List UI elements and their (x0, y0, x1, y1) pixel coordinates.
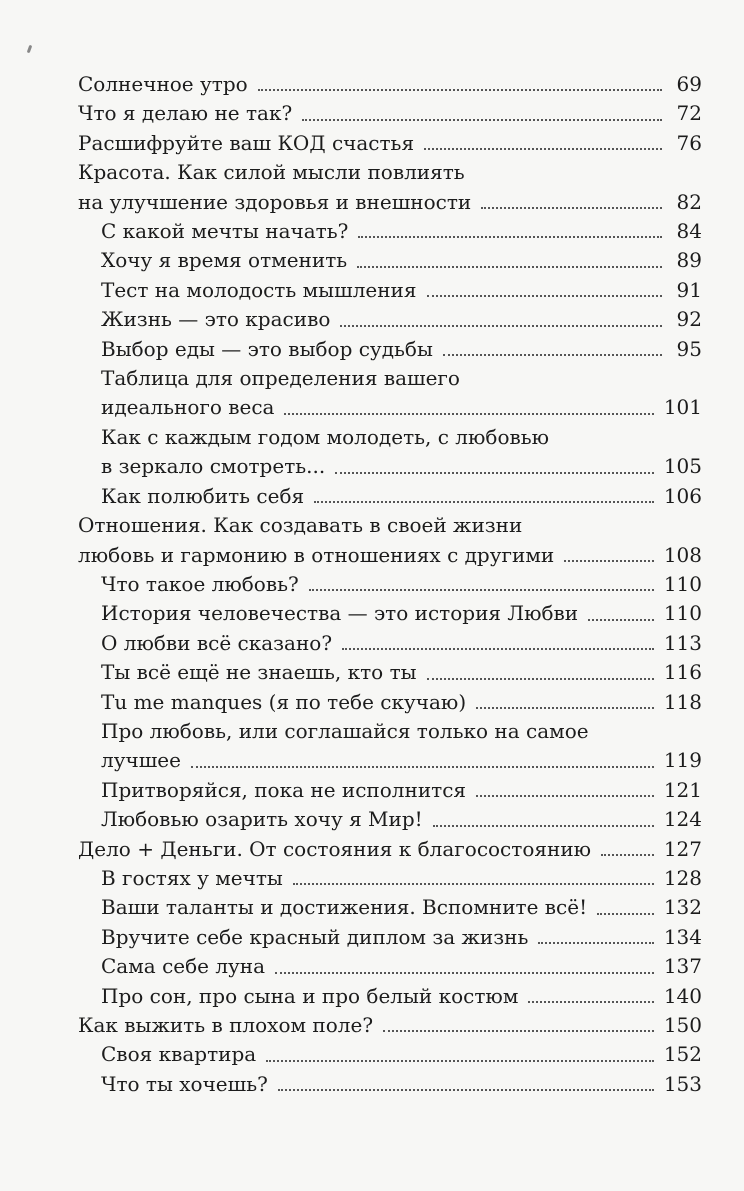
leader-dots (443, 354, 662, 356)
toc-title-line: Про сон, про сына и про белый костюм (101, 983, 519, 1008)
toc-section[interactable] (78, 982, 702, 1011)
toc-chapter[interactable] (78, 835, 702, 864)
toc-section[interactable] (78, 629, 702, 658)
ink-mark (27, 45, 33, 54)
toc-section[interactable] (78, 335, 702, 364)
toc-title-line: Что ты хочешь? (101, 1071, 268, 1096)
leader-dots (335, 472, 654, 474)
toc-title-line: Жизнь — это красиво (101, 307, 331, 332)
toc-title-line: Солнечное утро (78, 72, 248, 96)
toc-title-line: Что такое любовь? (101, 571, 299, 596)
leader-dots (601, 854, 654, 856)
leader-dots (538, 942, 653, 944)
toc-title-line: Ты всё ещё не знаешь, кто ты (101, 660, 417, 685)
page-number: 69 (676, 72, 702, 96)
toc-title-line: Сама себе луна (101, 954, 266, 979)
page-number: 105 (663, 454, 702, 479)
table-of-contents (78, 70, 702, 1099)
leader-dots (266, 1060, 654, 1062)
page-number: 132 (663, 895, 702, 920)
leader-dots (358, 236, 662, 238)
leader-dots (564, 560, 654, 562)
toc-title-line: Красота. Как силой мысли повлиять (78, 160, 465, 185)
page-number: 118 (663, 689, 702, 714)
leader-dots (314, 501, 654, 503)
toc-title-line: Таблица для определения вашего (101, 366, 460, 391)
toc-chapter[interactable] (78, 99, 702, 128)
toc-title-line: Своя квартира (101, 1042, 257, 1067)
leader-dots (191, 766, 654, 768)
toc-title-line: Ваши таланты и достижения. Вспомните всё! (101, 895, 588, 920)
toc-section[interactable] (78, 423, 702, 482)
toc-chapter[interactable] (78, 158, 702, 217)
toc-title-line: О любви всё сказано? (101, 630, 333, 655)
toc-section[interactable] (78, 246, 702, 275)
toc-title-line: в зеркало смотреть... (101, 454, 326, 479)
toc-chapter[interactable] (78, 1011, 702, 1040)
leader-dots (275, 972, 654, 974)
page-number: 91 (676, 277, 702, 302)
page-number: 76 (676, 130, 702, 155)
toc-section[interactable] (78, 1040, 702, 1069)
page-number: 127 (663, 836, 702, 861)
leader-dots (427, 678, 654, 680)
toc-title-line: Выбор еды — это выбор судьбы (101, 336, 433, 361)
leader-dots (427, 295, 662, 297)
toc-section[interactable] (78, 276, 702, 305)
page-number: 137 (663, 954, 702, 979)
page-number: 121 (663, 777, 702, 802)
leader-dots (476, 707, 654, 709)
toc-title-line: Отношения. Как создавать в своей жизни (78, 513, 523, 538)
toc-chapter[interactable] (78, 511, 702, 570)
toc-title-line: Как полюбить себя (101, 483, 305, 508)
page-number: 101 (663, 395, 702, 420)
toc-section[interactable] (78, 658, 702, 687)
page-number: 89 (676, 248, 702, 273)
page-number: 128 (663, 865, 702, 890)
toc-section[interactable] (78, 864, 702, 893)
leader-dots (258, 89, 662, 91)
toc-section[interactable] (78, 688, 702, 717)
toc-title-line: Как выжить в плохом поле? (78, 1013, 374, 1037)
page-number: 110 (663, 571, 702, 596)
toc-title-line: Про любовь, или соглашайся только на самое (101, 718, 589, 743)
toc-chapter[interactable] (78, 70, 702, 99)
page-number: 84 (676, 219, 702, 244)
leader-dots (528, 1001, 653, 1003)
page-number: 124 (663, 807, 702, 832)
toc-section[interactable] (78, 599, 702, 628)
page-number: 95 (676, 336, 702, 361)
leader-dots (284, 413, 653, 415)
toc-section[interactable] (78, 952, 702, 981)
toc-title-line: История человечества — это история Любви (101, 601, 579, 626)
toc-title-line: Tu me manques (я по тебе скучаю) (101, 689, 467, 714)
toc-title-line: на улучшение здоровья и внешности (78, 189, 472, 214)
page-number: 82 (676, 189, 702, 214)
leader-dots (481, 207, 662, 209)
leader-dots (340, 325, 662, 327)
toc-section[interactable] (78, 776, 702, 805)
toc-title-line: С какой мечты начать? (101, 219, 349, 244)
toc-title-line: Тест на молодость мышления (101, 277, 417, 302)
page-number: 116 (663, 660, 702, 685)
toc-title-line: Притворяйся, пока не исполнится (101, 777, 467, 802)
toc-section[interactable] (78, 570, 702, 599)
page-number: 153 (663, 1071, 702, 1096)
leader-dots (383, 1030, 654, 1032)
page-number: 152 (663, 1042, 702, 1067)
toc-section[interactable] (78, 805, 702, 834)
toc-section[interactable] (78, 923, 702, 952)
page-number: 110 (663, 601, 702, 626)
toc-section[interactable] (78, 217, 702, 246)
leader-dots (424, 148, 662, 150)
toc-title-line: любовь и гармонию в отношениях с другими (78, 542, 555, 567)
page-number: 72 (676, 101, 702, 126)
page-number: 134 (663, 924, 702, 949)
page-number: 92 (676, 307, 702, 332)
leader-dots (302, 119, 662, 121)
toc-title-line: Расшифруйте ваш КОД счастья (78, 130, 415, 155)
page-number: 150 (663, 1013, 702, 1037)
page-number: 106 (663, 483, 702, 508)
toc-section[interactable] (78, 717, 702, 776)
page-number: 113 (663, 630, 702, 655)
toc-title-line: Хочу я время отменить (101, 248, 348, 273)
toc-title-line: идеального веса (101, 395, 275, 420)
leader-dots (433, 825, 654, 827)
toc-section[interactable] (78, 482, 702, 511)
toc-title-line: Любовью озарить хочу я Мир! (101, 807, 423, 832)
leader-dots (588, 619, 654, 621)
toc-section[interactable] (78, 364, 702, 423)
leader-dots (278, 1089, 654, 1091)
toc-title-line: Что я делаю не так? (78, 101, 293, 126)
toc-section[interactable] (78, 893, 702, 922)
toc-title-line: Вручите себе красный диплом за жизнь (101, 924, 529, 949)
leader-dots (357, 266, 662, 268)
toc-title-line: лучшее (101, 748, 181, 773)
toc-section[interactable] (78, 305, 702, 334)
page-number: 140 (663, 983, 702, 1008)
toc-title-line: Как с каждым годом молодеть, с любовью (101, 424, 550, 449)
leader-dots (342, 648, 654, 650)
leader-dots (597, 913, 654, 915)
leader-dots (309, 589, 654, 591)
toc-title-line: В гостях у мечты (101, 865, 283, 890)
leader-dots (476, 795, 654, 797)
toc-title-line: Дело + Деньги. От состояния к благосостоянию (78, 836, 592, 861)
toc-chapter[interactable] (78, 129, 702, 158)
page-number: 119 (663, 748, 702, 773)
leader-dots (293, 883, 654, 885)
page-number: 108 (663, 542, 702, 567)
toc-section[interactable] (78, 1070, 702, 1099)
